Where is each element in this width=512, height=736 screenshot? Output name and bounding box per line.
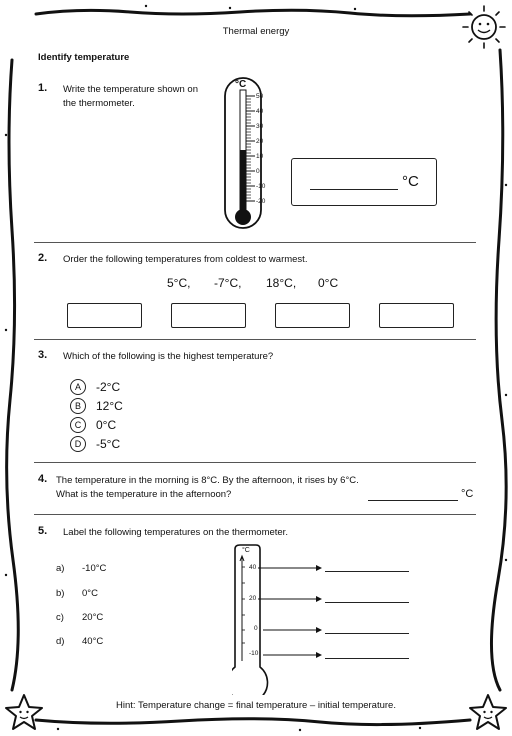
order-answer-box[interactable]	[171, 303, 246, 328]
choice-option-c[interactable]	[70, 417, 116, 433]
choice-value: -5°C	[96, 437, 121, 451]
label-item-value: 40°C	[82, 636, 104, 647]
label-item-value: 20°C	[82, 612, 104, 623]
scale-label: 20	[249, 595, 257, 602]
question-text-line: the thermometer.	[63, 98, 135, 109]
label-answer-line[interactable]	[325, 571, 409, 572]
question-number: 1.	[38, 82, 48, 94]
scale-label: -10	[249, 650, 259, 657]
scale-label: 40	[249, 564, 257, 571]
mercury-level	[241, 150, 246, 214]
thermometer-unit-label: °C	[242, 547, 250, 554]
question-text-line: What is the temperature in the afternoon?	[56, 489, 232, 500]
section-divider	[34, 242, 476, 243]
label-item-letter: d)	[56, 636, 65, 647]
scale-label: -20	[256, 198, 266, 205]
order-answer-box[interactable]	[67, 303, 142, 328]
question-number: 3.	[38, 349, 48, 361]
q1-answer-unit: °C	[402, 173, 419, 190]
question-text	[63, 83, 198, 111]
choice-letter: A	[70, 379, 86, 395]
label-item-letter: a)	[56, 563, 65, 574]
star-icon	[2, 692, 46, 732]
label-answer-line[interactable]	[325, 602, 409, 603]
question-text	[56, 474, 359, 502]
scale-label: 40	[256, 108, 264, 115]
choice-letter: C	[70, 417, 86, 433]
label-item-value: -10°C	[82, 563, 107, 574]
choice-value: -2°C	[96, 380, 121, 394]
label-answer-line[interactable]	[325, 658, 409, 659]
choice-letter: D	[70, 436, 86, 452]
temperature-value: -7°C,	[214, 276, 242, 290]
thermometer-unit-label: °C	[235, 79, 247, 90]
question-text-line: Write the temperature shown on	[63, 84, 199, 95]
scale-label: 20	[256, 138, 264, 145]
question-number: 5.	[38, 525, 48, 537]
section-divider	[34, 514, 476, 515]
choice-option-d[interactable]	[70, 436, 120, 452]
label-arrows	[255, 560, 325, 670]
scale-label: 30	[256, 123, 264, 130]
temperature-value: 5°C,	[167, 276, 191, 290]
scale-label: 50	[256, 93, 264, 100]
section-divider	[34, 462, 476, 463]
temperature-value: 18°C,	[266, 276, 297, 290]
thermometer-scale	[256, 93, 286, 209]
q1-answer-box[interactable]	[291, 158, 437, 206]
choice-option-a[interactable]	[70, 379, 120, 395]
question-text: Which of the following is the highest temperature?	[63, 351, 274, 362]
section-divider	[34, 339, 476, 340]
label-answer-line[interactable]	[325, 633, 409, 634]
question-number: 2.	[38, 252, 48, 264]
order-answer-box[interactable]	[275, 303, 350, 328]
question-number: 4.	[38, 473, 48, 485]
temperature-value: 0°C	[318, 276, 339, 290]
scale-label: -10	[256, 183, 266, 190]
label-item-letter: c)	[56, 612, 64, 623]
page-title: Thermal energy	[222, 26, 290, 37]
choice-letter: B	[70, 398, 86, 414]
question-text-line: The temperature in the morning is 8°C. By the afternoon, it rises by 6°C.	[56, 475, 359, 486]
label-item-letter: b)	[56, 588, 65, 599]
order-answer-box[interactable]	[379, 303, 454, 328]
thermometer-1	[222, 76, 286, 232]
choice-option-b[interactable]	[70, 398, 123, 414]
scale-label: 0	[256, 168, 260, 175]
q4-answer-unit: °C	[461, 488, 474, 500]
scale-label: 0	[254, 625, 258, 632]
scale-label: 10	[256, 153, 264, 160]
choice-value: 12°C	[96, 399, 123, 413]
label-item-value: 0°C	[82, 588, 98, 599]
question-text: Order the following temperatures from coldest to warmest.	[63, 254, 308, 265]
star-icon	[466, 692, 510, 732]
hint-text: Hint: Temperature change = final temperature – initial temperature.	[116, 700, 396, 711]
section-title: Identify temperature	[38, 52, 130, 63]
q4-answer-blank[interactable]	[368, 500, 458, 501]
q1-answer-blank[interactable]	[310, 189, 398, 190]
question-text: Label the following temperatures on the thermometer.	[63, 527, 288, 538]
choice-value: 0°C	[96, 418, 117, 432]
